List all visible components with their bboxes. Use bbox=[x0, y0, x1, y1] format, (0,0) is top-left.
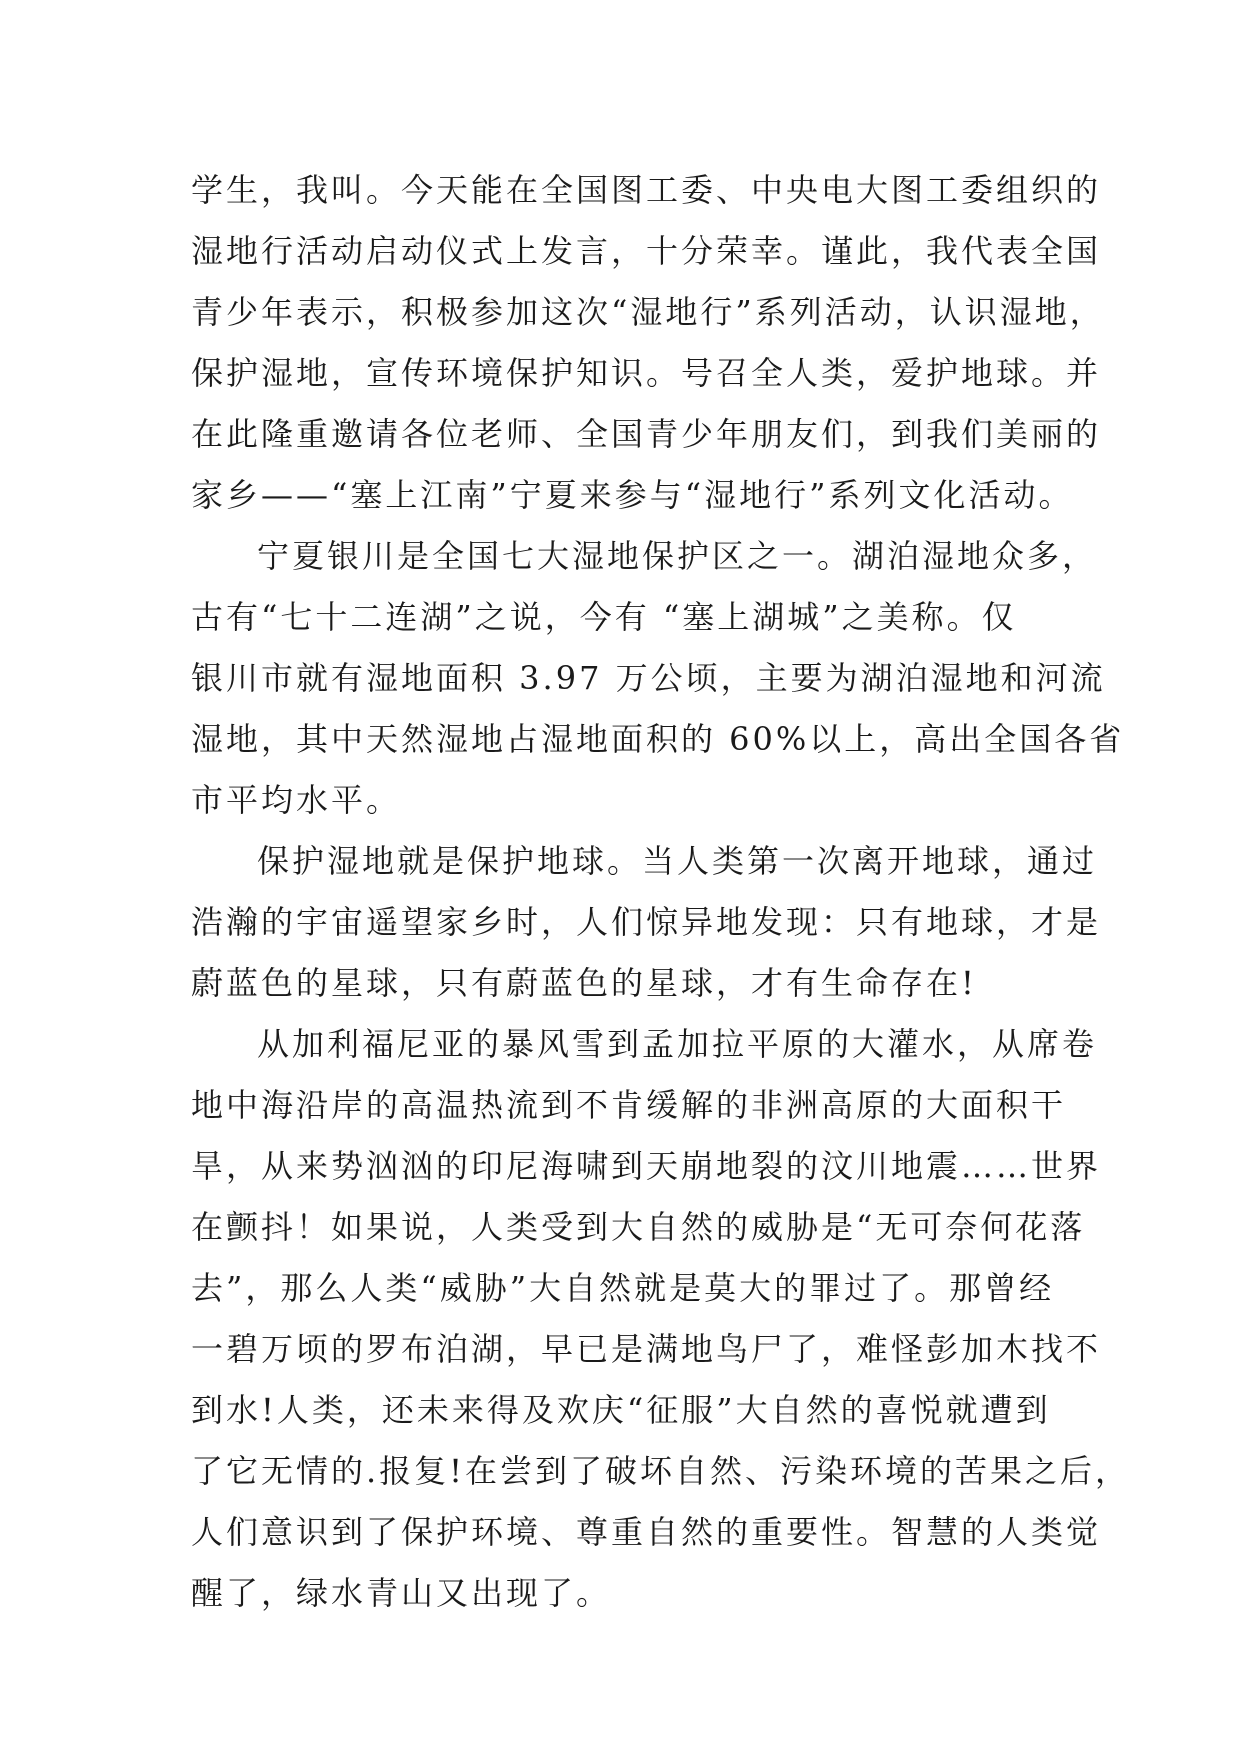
paragraph-4-line-4: 在颤抖！如果说，人类受到大自然的威胁是“无可奈何花落 bbox=[191, 1208, 1086, 1246]
paragraph-4-line-5: 去”，那么人类“威胁”大自然就是莫大的罪过了。那曾经 bbox=[191, 1269, 1055, 1307]
paragraph-2-line-5: 市平均水平。 bbox=[191, 781, 402, 819]
paragraph-2-line-2: 古有“七十二连湖”之说，今有 “塞上湖城”之美称。仅 bbox=[191, 598, 1017, 636]
paragraph-4-line-10: 醒了，绿水青山又出现了。 bbox=[191, 1574, 612, 1612]
paragraph-3-line-2: 浩瀚的宇宙遥望家乡时，人们惊异地发现：只有地球，才是 bbox=[191, 903, 1102, 941]
paragraph-3-line-1: 保护湿地就是保护地球。当人类第一次离开地球，通过 bbox=[257, 842, 1098, 880]
document-body bbox=[191, 160, 1131, 1624]
paragraph-1-line-4: 保护湿地，宣传环境保护知识。号召全人类，爱护地球。并 bbox=[191, 354, 1102, 392]
paragraph-4-line-6: 一碧万顷的罗布泊湖，早已是满地鸟尸了，难怪彭加木找不 bbox=[191, 1330, 1102, 1368]
paragraph-4-line-2: 地中海沿岸的高温热流到不肯缓解的非洲高原的大面积干 bbox=[191, 1086, 1067, 1124]
paragraph-4-line-8: 了它无情的.报复!在尝到了破坏自然、污染环境的苦果之后， bbox=[191, 1452, 1131, 1490]
paragraph-3-line-3: 蔚蓝色的星球，只有蔚蓝色的星球，才有生命存在! bbox=[191, 964, 977, 1002]
paragraph-2-line-3: 银川市就有湿地面积 3.97 万公顷，主要为湖泊湿地和河流 bbox=[191, 659, 1106, 697]
paragraph-1-line-2: 湿地行活动启动仪式上发言，十分荣幸。谨此，我代表全国 bbox=[191, 232, 1102, 270]
paragraph-2-line-1: 宁夏银川是全国七大湿地保护区之一。湖泊湿地众多， bbox=[257, 537, 1098, 575]
paragraph-1-line-6: 家乡——“塞上江南”宁夏来参与“湿地行”系列文化活动。 bbox=[191, 476, 1074, 514]
paragraph-4-line-9: 人们意识到了保护环境、尊重自然的重要性。智慧的人类觉 bbox=[191, 1513, 1102, 1551]
paragraph-2-line-4: 湿地，其中天然湿地占湿地面积的 60%以上，高出全国各省 bbox=[191, 720, 1125, 758]
paragraph-1-line-3: 青少年表示，积极参加这次“湿地行”系列活动，认识湿地， bbox=[191, 293, 1105, 331]
paragraph-4-line-7: 到水!人类，还未来得及欢庆“征服”大自然的喜悦就遭到 bbox=[191, 1391, 1051, 1429]
paragraph-1-line-1: 学生，我叫。今天能在全国图工委、中央电大图工委组织的 bbox=[191, 171, 1102, 209]
paragraph-4-line-1: 从加利福尼亚的暴风雪到孟加拉平原的大灌水，从席卷 bbox=[257, 1025, 1098, 1063]
paragraph-4-line-3: 旱，从来势汹汹的印尼海啸到天崩地裂的汶川地震……世界 bbox=[191, 1147, 1102, 1185]
paragraph-1-line-5: 在此隆重邀请各位老师、全国青少年朋友们，到我们美丽的 bbox=[191, 415, 1102, 453]
